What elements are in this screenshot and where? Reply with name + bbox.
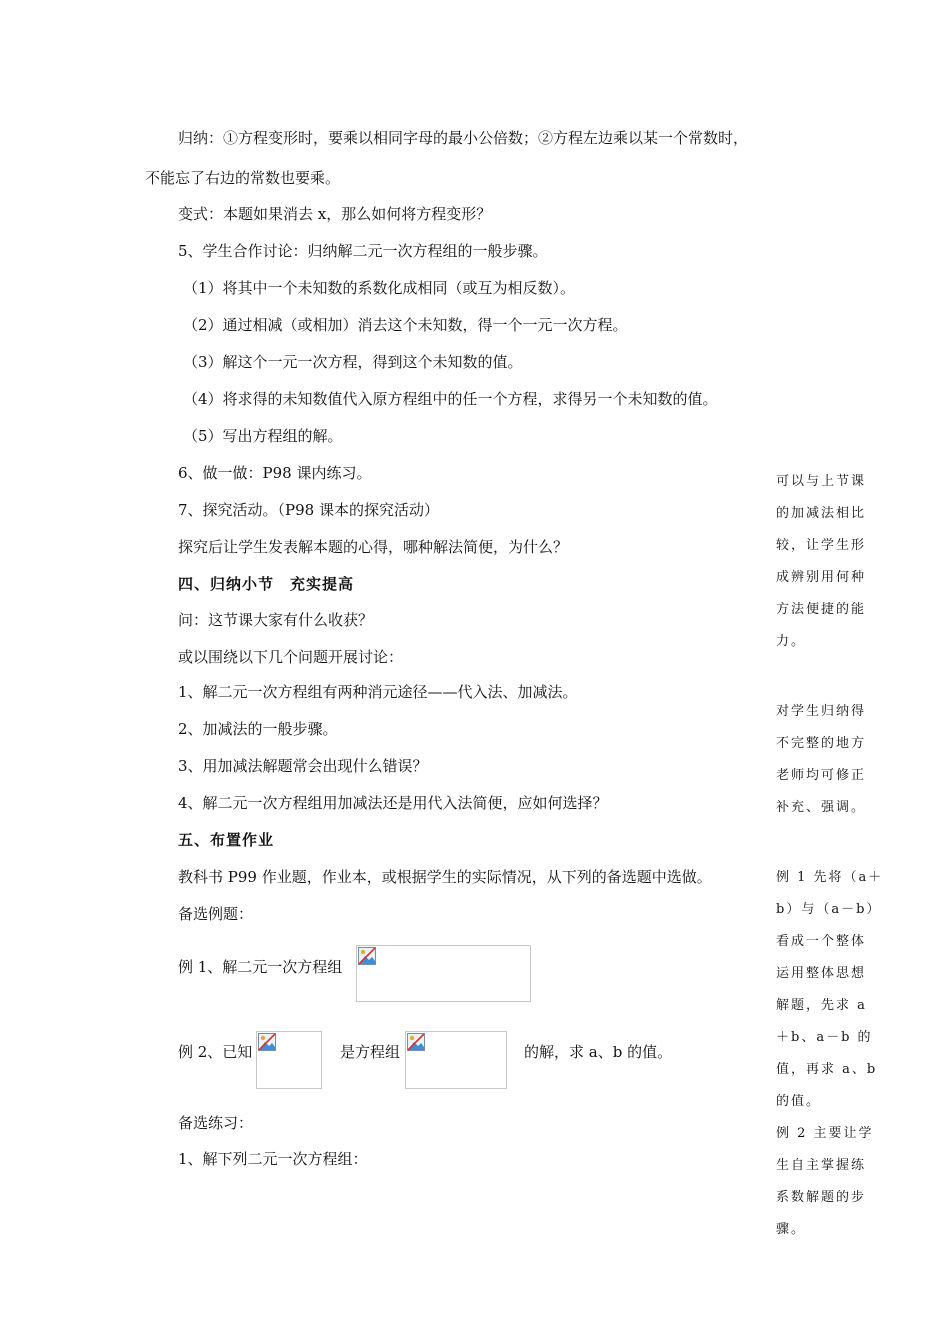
sidenote-line: 可以与上节课 bbox=[776, 474, 867, 489]
sidenote-correction bbox=[776, 696, 872, 824]
sidenote-line: b）与（a－b） bbox=[776, 902, 882, 917]
step-1: （1）将其中一个未知数的系数化成相同（或互为相反数）。 bbox=[183, 279, 576, 297]
sidenote-line: 运用整体思想 bbox=[776, 966, 867, 981]
sidenote-line: 的加减法相比 bbox=[776, 506, 867, 521]
explore-followup-line: 探究后让学生发表解本题的心得，哪种解法简便，为什么？ bbox=[178, 538, 569, 556]
sidenote-line: 生自主掌握练 bbox=[776, 1158, 867, 1173]
example-2-end-text: 的解，求 a、b 的值。 bbox=[524, 1043, 673, 1061]
sidenote-line: 较，让学生形 bbox=[776, 538, 867, 553]
sidenote-line: 解题，先求 a bbox=[776, 998, 867, 1013]
broken-image-icon bbox=[258, 1033, 276, 1051]
homework-line: 教科书 P99 作业题，作业本，或根据学生的实际情况，从下列的备选题中选做。 bbox=[178, 868, 712, 886]
step-4: （4）将求得的未知数值代入原方程组中的任一个方程，求得另一个未知数的值。 bbox=[183, 390, 718, 408]
example-2-label: 例 2、已知 bbox=[178, 1043, 253, 1061]
example-2-solution-image bbox=[256, 1031, 322, 1089]
discussion-intro-line: 或以围绕以下几个问题开展讨论： bbox=[178, 648, 404, 666]
example-heading: 备选例题： bbox=[178, 905, 254, 923]
sidenote-line: 老师均可修正 bbox=[776, 768, 867, 783]
point-2: 2、加减法的一般步骤。 bbox=[178, 720, 338, 738]
sidenote-line: 成辨别用何种 bbox=[776, 570, 867, 585]
example-2-mid-text: 是方程组 bbox=[340, 1043, 401, 1061]
summary-line-1: 归纳：①方程变形时，要乘以相同字母的最小公倍数；②方程左边乘以某一个常数时， bbox=[178, 129, 749, 147]
question-line: 问：这节课大家有什么收获？ bbox=[178, 611, 374, 629]
example-1-equation-image bbox=[356, 945, 531, 1002]
exercise-heading: 备选练习： bbox=[178, 1114, 254, 1132]
variant-line: 变式：本题如果消去 x，那么如何将方程变形？ bbox=[178, 205, 492, 223]
sidenote-line: 对学生归纳得 bbox=[776, 704, 867, 719]
sidenote-line: 方法便捷的能 bbox=[776, 602, 867, 617]
section-heading-4: 四、归纳小节 充实提高 bbox=[178, 575, 355, 593]
sidenote-compare bbox=[776, 466, 872, 658]
explore-line: 7、探究活动。（P98 课本的探究活动） bbox=[178, 501, 439, 519]
broken-image-icon bbox=[358, 947, 376, 965]
sidenote-line: 不完整的地方 bbox=[776, 736, 867, 751]
sidenote-line: 例 1 先将（a＋ bbox=[776, 870, 884, 885]
exercise-1-line: 1、解下列二元一次方程组： bbox=[178, 1150, 368, 1168]
example-1-label: 例 1、解二元一次方程组 bbox=[178, 958, 343, 976]
point-1: 1、解二元一次方程组有两种消元途径——代入法、加减法。 bbox=[178, 683, 578, 701]
point-3: 3、用加减法解题常会出现什么错误？ bbox=[178, 757, 428, 775]
broken-image-icon bbox=[407, 1033, 425, 1051]
practice-line: 6、做一做：P98 课内练习。 bbox=[178, 464, 372, 482]
sidenote-examples bbox=[776, 862, 884, 1246]
sidenote-line: 值，再求 a、b bbox=[776, 1062, 878, 1077]
example-2-system-image bbox=[405, 1031, 507, 1089]
sidenote-line: 补充、强调。 bbox=[776, 800, 867, 815]
sidenote-line: ＋b、a－b 的 bbox=[776, 1030, 873, 1045]
sidenote-line: 例 2 主要让学 bbox=[776, 1126, 874, 1141]
step-5: （5）写出方程组的解。 bbox=[183, 427, 343, 445]
summary-line-2: 不能忘了右边的常数也要乘。 bbox=[145, 169, 341, 187]
sidenote-line: 看成一个整体 bbox=[776, 934, 867, 949]
sidenote-line: 系数解题的步 bbox=[776, 1190, 867, 1205]
sidenote-line: 力。 bbox=[776, 634, 807, 649]
sidenote-line: 的值。 bbox=[776, 1094, 822, 1109]
step-2: （2）通过相减（或相加）消去这个未知数，得一个一元一次方程。 bbox=[183, 316, 628, 334]
point-4: 4、解二元一次方程组用加减法还是用代入法简便，应如何选择？ bbox=[178, 794, 608, 812]
discussion-line: 5、学生合作讨论：归纳解二元一次方程组的一般步骤。 bbox=[178, 242, 548, 260]
step-3: （3）解这个一元一次方程，得到这个未知数的值。 bbox=[183, 353, 523, 371]
section-heading-5: 五、布置作业 bbox=[178, 831, 275, 849]
sidenote-line: 骤。 bbox=[776, 1222, 807, 1237]
